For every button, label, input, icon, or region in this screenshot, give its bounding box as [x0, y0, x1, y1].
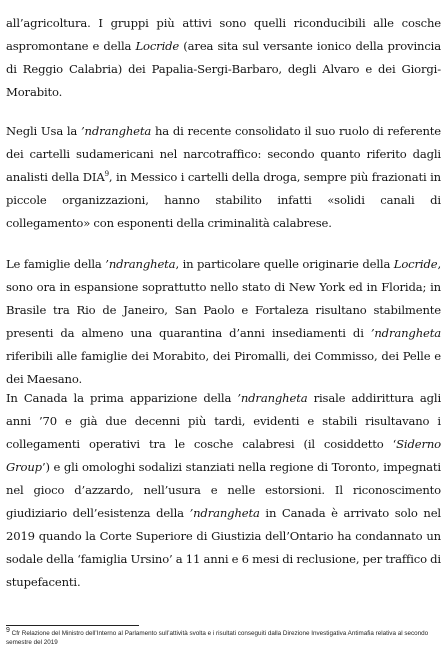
footnote-text: Cfr Relazione del Ministro dell’Interno al Parlamento sull’attività svolta e i risultati conseguiti dalla Direzione Investigativa Antimafia relativa al secondo semestre del 2019 — [6, 630, 429, 646]
text-run: risale addirittura agli anni ’70 e già due decenni più tardi, evidenti e stabili risultavano i collegamenti operativi tra le cosche calabresi (il cosiddetto ‘ — [6, 390, 441, 451]
paragraph-agricoltura — [6, 12, 441, 104]
text-run: riferibili alle famiglie dei Morabito, dei Piromalli, dei Commisso, dei Pelle e dei Maesano. — [6, 348, 441, 386]
italic-term: ’ndrangheta — [189, 505, 260, 520]
italic-term: ’ndrangheta — [237, 390, 308, 405]
italic-term: ’ndrangheta — [105, 256, 176, 271]
text-run: , in Messico i cartelli della droga, sempre più frazionati in piccole organizzazioni, hanno stabilito infatti «solidi canali di collegamento» con esponenti della criminalità calabrese. — [6, 169, 441, 230]
text-run: ha di recente consolidato il suo ruolo di referente dei cartelli sudamericani nel narcotraffico: secondo quanto riferito dagli analisti della DIA — [6, 123, 441, 184]
italic-term: Locride — [135, 38, 180, 53]
text-run: in Canada è arrivato solo nel 2019 quando la Corte Superiore di Giustizia dell’Ontario ha condannato un sodale della ‘famiglia Ursino’ a 11 anni e 6 mesi di reclusione, per traffico di stupefacenti. — [6, 505, 441, 589]
paragraph-canada — [6, 387, 441, 594]
footnote-separator — [6, 625, 139, 626]
paragraph-usa — [6, 120, 441, 235]
italic-term: ’ndrangheta — [370, 325, 441, 340]
footnote-reference: 9 — [104, 169, 109, 178]
italic-term: Siderno Group — [6, 436, 441, 474]
footnote — [6, 626, 441, 647]
text-run: Negli Usa la — [6, 123, 81, 138]
italic-term: Locride — [393, 256, 438, 271]
text-run: , sono ora in espansione soprattutto nello stato di New York ed in Florida; in Brasile tra Rio de Janeiro, San Paolo e Fortaleza risultano stabilmente presenti da almeno una quarantina d’anni insediamenti di — [6, 256, 441, 340]
text-run: all’agricoltura. I gruppi più attivi sono quelli riconducibili alle cosche aspromontane e della — [6, 15, 441, 53]
text-run: Le famiglie della — [6, 256, 106, 271]
paragraph-famiglie — [6, 253, 441, 391]
text-run: (area sita sul versante ionico della provincia di Reggio Calabria) dei Papalia-Sergi-Barbaro, degli Alvaro e dei Giorgi-Morabito. — [6, 38, 441, 99]
text-run: In Canada la prima apparizione della — [6, 390, 238, 405]
italic-term: ’ndrangheta — [81, 123, 152, 138]
text-run: , in particolare quelle originarie della — [175, 256, 394, 271]
text-run: ’) e gli omologhi sodalizi stanziati nella regione di Toronto, impegnati nel gioco d’azzardo, nell’usura e nelle estorsioni. Il riconoscimento giudiziario dell’esistenza della — [6, 459, 441, 520]
footnote-marker: 9 — [6, 626, 10, 634]
